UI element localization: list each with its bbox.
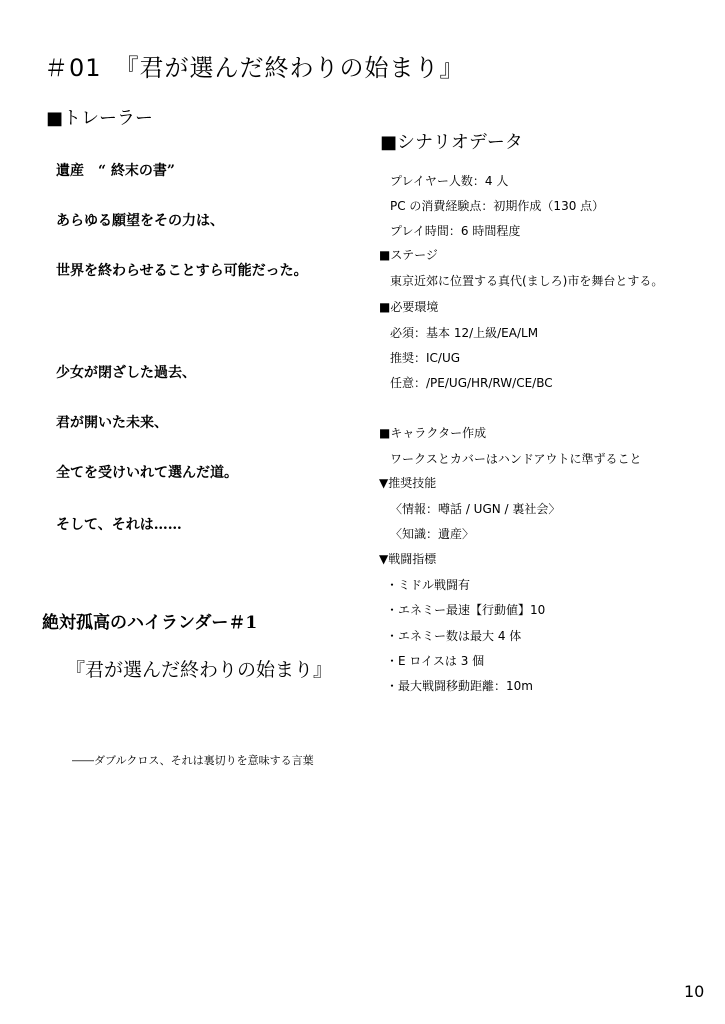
playtime: プレイ時間：6 時間程度 [390,224,521,238]
trailer-line: 世界を終わらせることすら可能だった。 [56,263,308,279]
episode-title: 『君が選んだ終わりの始まり』 [66,659,333,681]
character-heading: ■キャラクター作成 [379,426,487,440]
experience: PC の消費経験点：初期作成（130 点） [390,199,605,213]
skills-heading: ▼推奨技能 [379,476,437,490]
recommended: 推奨：IC/UG [390,351,461,365]
combat-heading: ▼戦闘指標 [379,552,437,566]
trailer-line: 君が開いた未来、 [56,415,168,431]
combat-item: ・最大戦闘移動距離：10m [386,679,533,693]
page-title: ＃01 『君が選んだ終わりの始まり』 [44,54,465,82]
stage-heading: ■ステージ [379,248,438,262]
trailer-line: あらゆる願望をその力は、 [56,213,224,229]
trailer-heading: ■トレーラー [46,108,154,129]
trailer-line: 全てを受けいれて選んだ道。 [56,465,238,481]
stage: 東京近郊に位置する真代(ましろ)市を舞台とする。 [390,274,664,288]
skill: 〈知識：遺産〉 [390,527,475,541]
character-text: ワークスとカバーはハンドアウトに準ずること [390,452,642,466]
combat-item: ・ミドル戦闘有 [386,578,471,592]
quote: ――ダブルクロス、それは裏切りを意味する言葉 [72,754,314,767]
trailer-line: 遺産 “ 終末の書” [56,163,175,179]
page-number: 10 [684,982,705,1001]
combat-item: ・エネミー最速【行動値】10 [386,603,546,617]
scenario-heading: ■シナリオデータ [380,132,523,153]
players: プレイヤー人数：4 人 [390,174,509,188]
series-name: 絶対孤高のハイランダー＃1 [42,613,258,633]
trailer-line: 少女が閉ざした過去、 [56,365,196,381]
combat-item: ・E ロイスは 3 個 [386,654,485,668]
env-heading: ■必要環境 [379,300,439,314]
combat-item: ・エネミー数は最大 4 体 [386,629,522,643]
required: 必須：基本 12/上級/EA/LM [390,326,539,340]
trailer-line: そして、それは…… [56,517,182,533]
optional: 任意：/PE/UG/HR/RW/CE/BC [390,376,553,390]
skill: 〈情報：噂話 / UGN / 裏社会〉 [390,502,561,516]
